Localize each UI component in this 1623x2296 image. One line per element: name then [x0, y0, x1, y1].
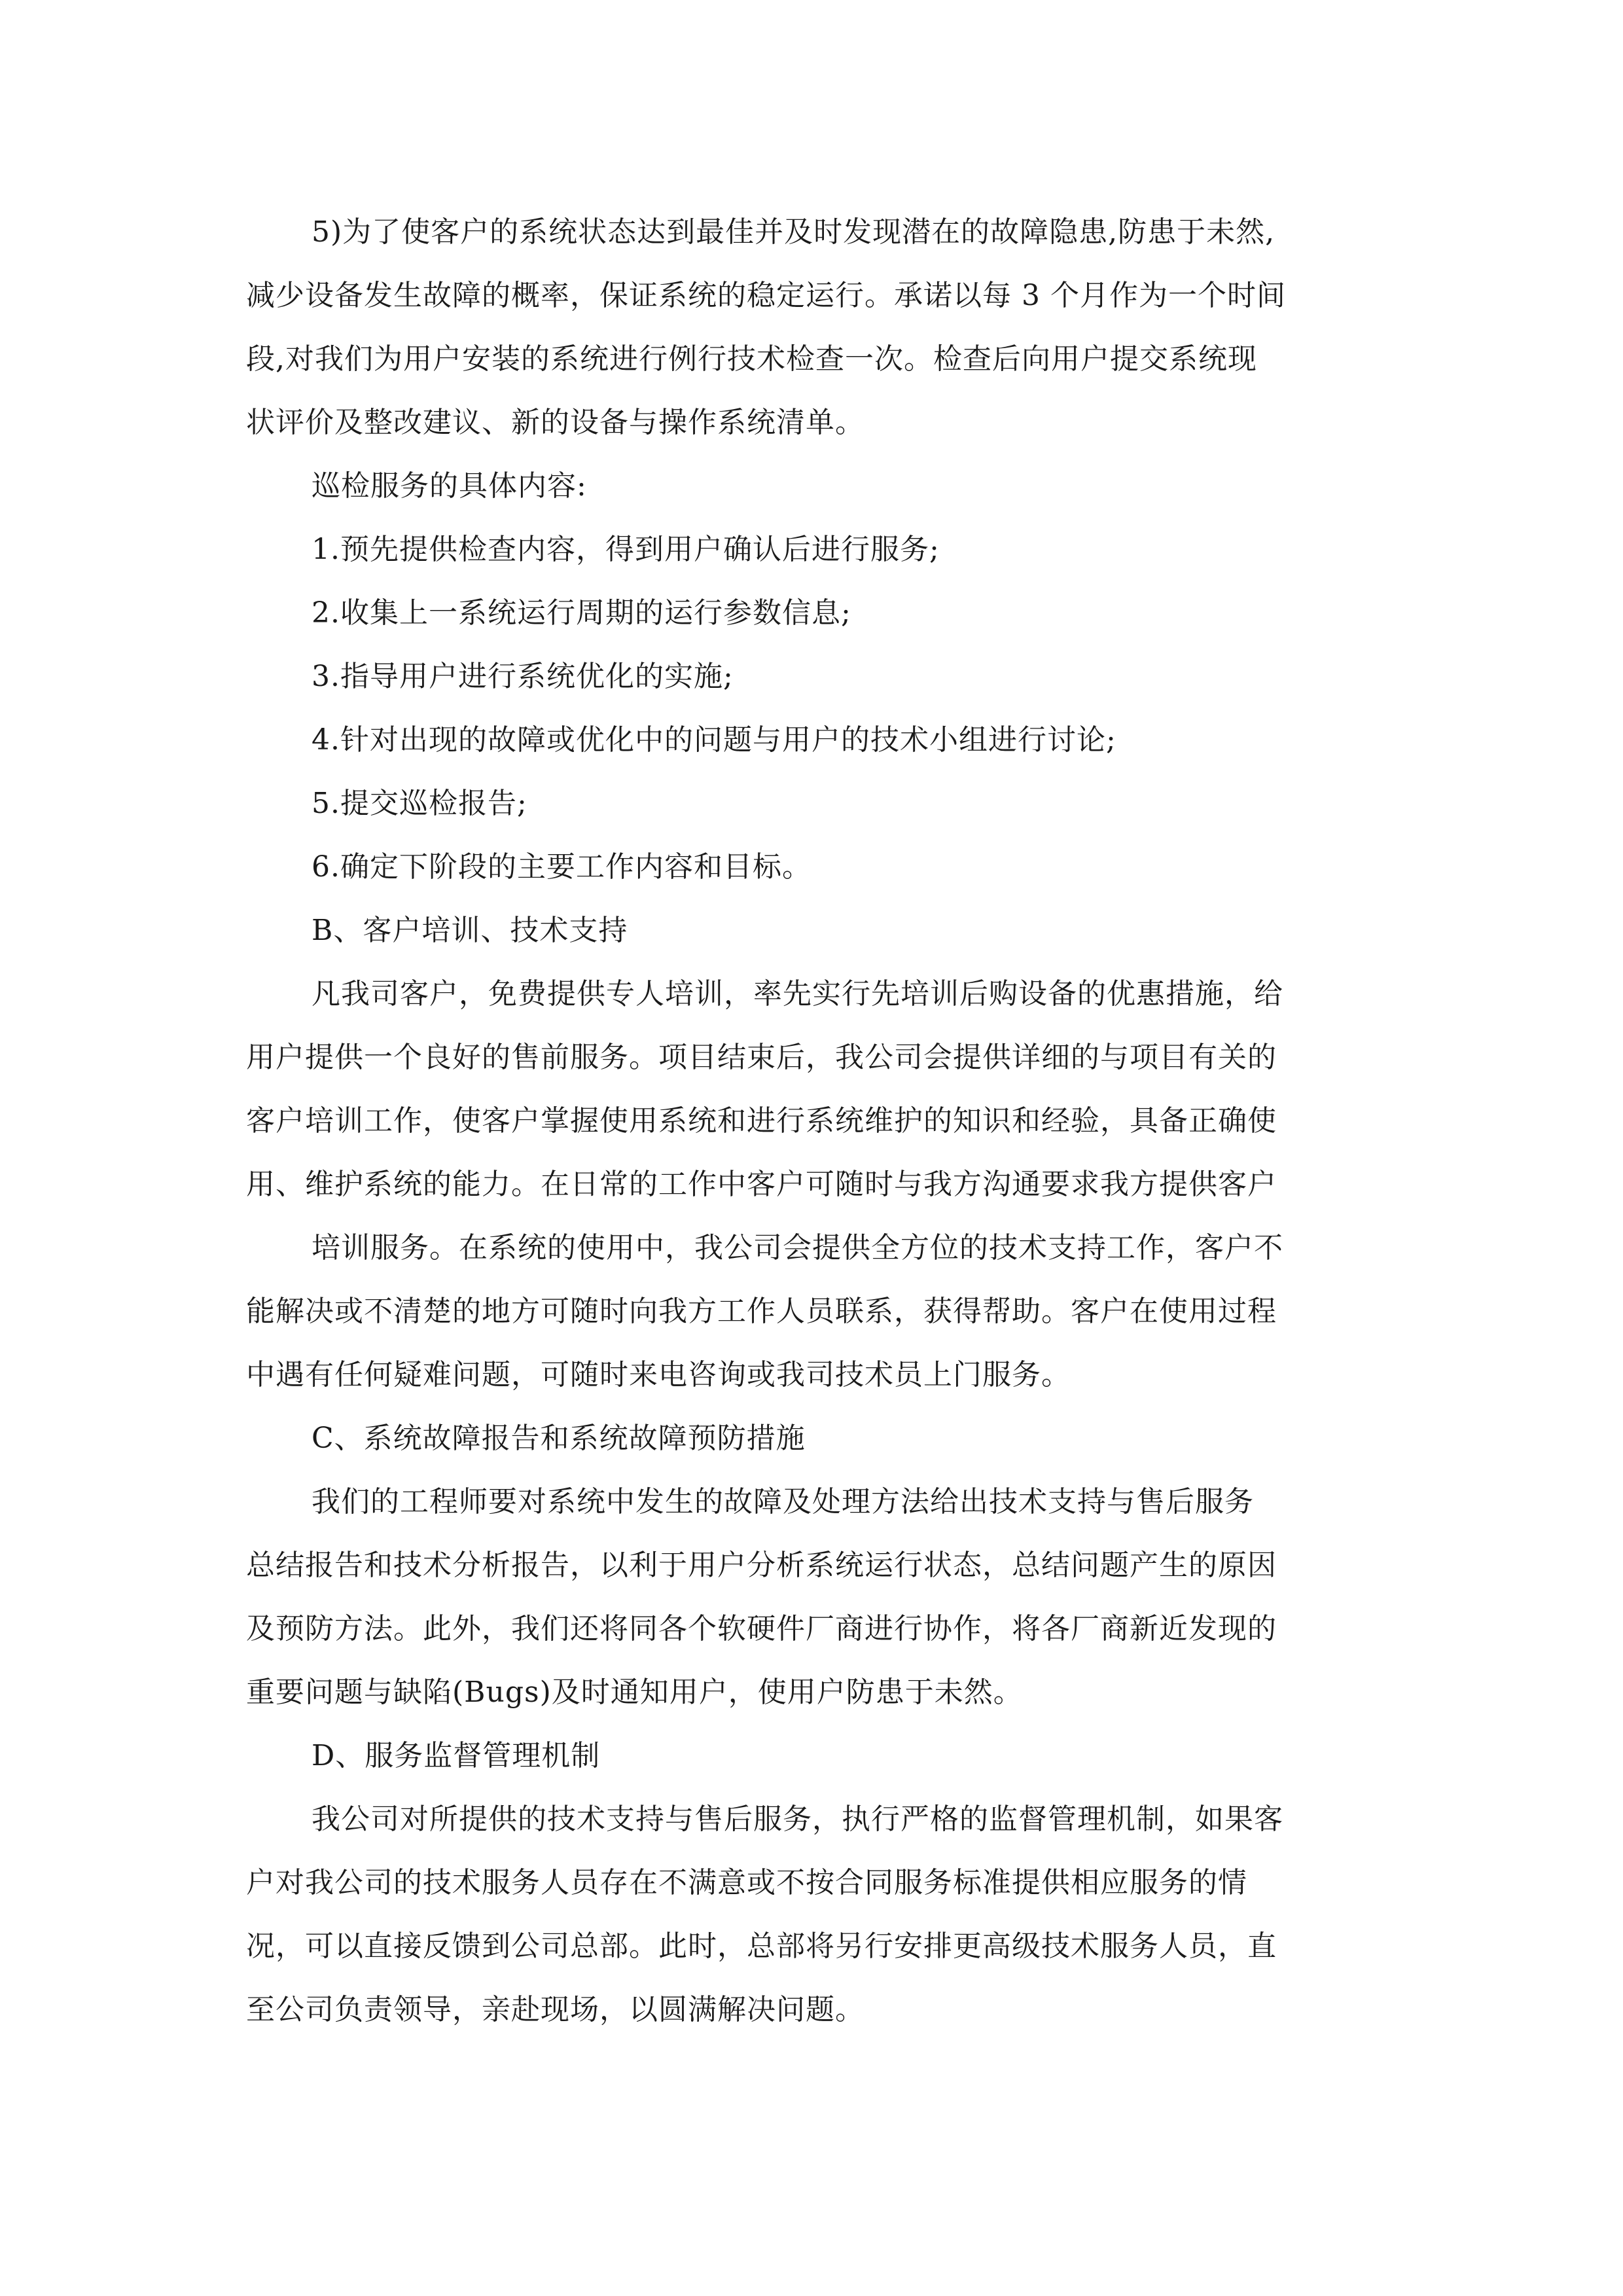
paragraph-line: 培训服务。在系统的使用中，我公司会提供全方位的技术支持工作，客户不	[312, 1231, 1283, 1265]
list-item: 4.针对出现的故障或优化中的问题与用户的技术小组进行讨论;	[312, 723, 1116, 757]
document-body	[246, 200, 1385, 2041]
section-heading-b: B、客户培训、技术支持	[312, 914, 628, 947]
list-item: 6.确定下阶段的主要工作内容和目标。	[312, 850, 812, 884]
paragraph-line: 能解决或不清楚的地方可随时向我方工作人员联系，获得帮助。客户在使用过程	[246, 1295, 1277, 1328]
paragraph-line: 我公司对所提供的技术支持与售后服务，执行严格的监督管理机制，如果客	[312, 1803, 1283, 1836]
section-heading-d: D、服务监督管理机制	[312, 1739, 601, 1772]
paragraph-line: 状评价及整改建议、新的设备与操作系统清单。	[246, 406, 865, 439]
paragraph-line: 中遇有任何疑难问题，可随时来电咨询或我司技术员上门服务。	[246, 1358, 1071, 1391]
paragraph-line: 况，可以直接反馈到公司总部。此时，总部将另行安排更高级技术服务人员，直	[246, 1929, 1277, 1963]
paragraph-line: 减少设备发生故障的概率，保证系统的稳定运行。承诺以每 3 个月作为一个时间	[246, 279, 1286, 312]
paragraph-line: 至公司负责领导，亲赴现场，以圆满解决问题。	[246, 1993, 865, 2026]
paragraph-line: 段,对我们为用户安装的系统进行例行技术检查一次。检查后向用户提交系统现	[246, 342, 1257, 376]
list-item: 5.提交巡检报告;	[312, 787, 527, 820]
paragraph-line: 用、维护系统的能力。在日常的工作中客户可随时与我方沟通要求我方提供客户	[246, 1168, 1277, 1201]
list-item: 1.预先提供检查内容，得到用户确认后进行服务;	[312, 533, 940, 566]
list-item: 3.指导用户进行系统优化的实施;	[312, 660, 734, 693]
paragraph-line: 我们的工程师要对系统中发生的故障及处理方法给出技术支持与售后服务	[312, 1485, 1254, 1518]
paragraph-line: 重要问题与缺陷(Bugs)及时通知用户，使用户防患于未然。	[246, 1676, 1023, 1709]
paragraph-line: 5)为了使客户的系统状态达到最佳并及时发现潜在的故障隐患,防患于未然,	[312, 215, 1275, 249]
paragraph-line: 凡我司客户，免费提供专人培训，率先实行先培训后购设备的优惠措施，给	[312, 977, 1283, 1011]
list-item: 2.收集上一系统运行周期的运行参数信息;	[312, 596, 851, 630]
paragraph-line: 户对我公司的技术服务人员存在不满意或不按合同服务标准提供相应服务的情	[246, 1866, 1247, 1899]
section-heading-c: C、系统故障报告和系统故障预防措施	[312, 1422, 806, 1455]
section-subheading: 巡检服务的具体内容:	[312, 469, 587, 503]
paragraph-line: 总结报告和技术分析报告，以利于用户分析系统运行状态，总结问题产生的原因	[246, 1549, 1277, 1582]
paragraph-line: 用户提供一个良好的售前服务。项目结束后，我公司会提供详细的与项目有关的	[246, 1041, 1277, 1074]
paragraph-line: 客户培训工作，使客户掌握使用系统和进行系统维护的知识和经验，具备正确使	[246, 1104, 1277, 1138]
paragraph-line: 及预防方法。此外，我们还将同各个软硬件厂商进行协作，将各厂商新近发现的	[246, 1612, 1277, 1645]
